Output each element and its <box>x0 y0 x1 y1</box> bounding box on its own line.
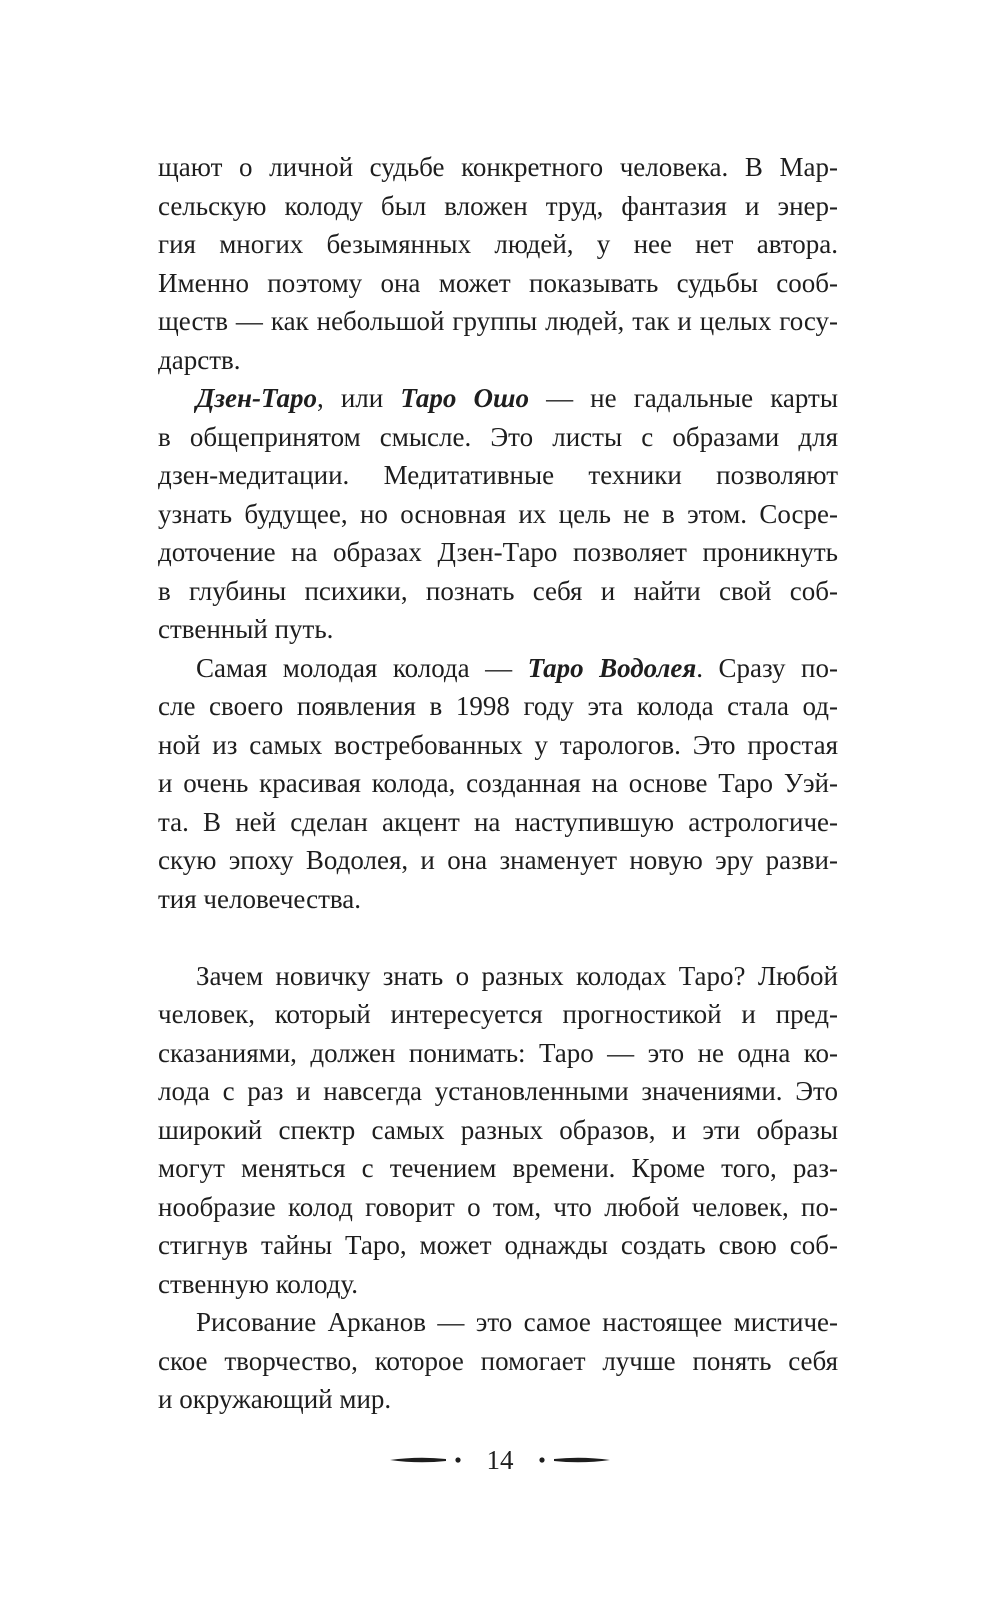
text-run: узнать будущее, но основная их цель не в этом. Сосре- <box>158 498 838 529</box>
text-run: ной из самых востребованных у тарологов. Это простая <box>158 729 838 760</box>
text-run: ственную колоду. <box>158 1268 359 1299</box>
text-line <box>158 649 838 688</box>
emphasis-text: Таро Ошо <box>400 383 529 413</box>
text-run: нообразие колод говорит о том, что любой человек, по- <box>158 1191 838 1222</box>
text-line <box>158 1111 838 1150</box>
text-run: тия человечества. <box>158 883 362 914</box>
text-line <box>158 957 838 996</box>
text-run: . Сразу по- <box>696 652 838 683</box>
text-run: и очень красивая колода, созданная на основе Таро Уэй- <box>158 768 838 798</box>
text-run: — не гадальные карты <box>528 383 838 413</box>
text-run: Зачем новичку знать о разных колодах Таро? Любой <box>196 960 838 991</box>
text-run: сле своего появления в 1998 году эта колода стала од- <box>158 691 838 721</box>
text-line <box>158 1342 838 1381</box>
emphasis-text: Таро Водолея <box>527 652 697 683</box>
text-line <box>158 880 838 919</box>
text-run: в глубины психики, познать себя и найти свой соб- <box>158 575 838 606</box>
text-line <box>158 841 838 880</box>
text-run: щают о личной судьбе конкретного человека. В Мар- <box>158 152 838 182</box>
text-run: могут меняться с течением времени. Кроме того, раз- <box>158 1153 838 1183</box>
text-run: та. В ней сделан акцент на наступившую астрологиче- <box>158 806 838 837</box>
text-line <box>158 1380 838 1419</box>
text-run: ществ — как небольшой группы людей, так и целых госу- <box>158 306 838 336</box>
paragraph-3 <box>158 649 838 919</box>
text-line <box>158 726 838 765</box>
text-line <box>158 995 838 1034</box>
text-run: , или <box>316 383 401 413</box>
text-run: ское творчество, которое помогает лучше понять себя <box>158 1345 838 1376</box>
text-line <box>158 148 838 187</box>
text-run: в общепринятом смысле. Это листы с образами для <box>158 421 838 452</box>
paragraph-1 <box>158 148 838 379</box>
paragraph-4 <box>158 957 838 1304</box>
text-run: гия многих безымянных людей, у нее нет автора. <box>158 229 838 259</box>
text-run: лода с раз и навсегда установленными значениями. Это <box>158 1076 838 1106</box>
text-line <box>158 1226 838 1265</box>
text-line <box>158 610 838 649</box>
text-line <box>158 572 838 611</box>
page-body <box>158 148 838 1419</box>
text-run: дзен-медитации. Медитативные техники позволяют <box>158 460 838 490</box>
page-footer <box>0 1440 1000 1480</box>
text-line <box>158 687 838 726</box>
text-run: скую эпоху Водолея, и она знаменует новую эру разви- <box>158 845 838 875</box>
text-line <box>158 456 838 495</box>
text-line <box>158 495 838 534</box>
text-line <box>158 533 838 572</box>
text-line <box>158 225 838 264</box>
text-line <box>158 1034 838 1073</box>
text-line <box>158 1149 838 1188</box>
text-line <box>158 1303 838 1342</box>
text-run: Самая молодая колода — <box>196 652 528 683</box>
text-line <box>158 187 838 226</box>
text-run: сельскую колоду был вложен труд, фантазия и энер- <box>158 190 838 221</box>
text-line <box>158 341 838 380</box>
text-line <box>158 302 838 341</box>
text-run: стигнув тайны Таро, может однажды создать свою соб- <box>158 1230 838 1260</box>
text-run: сказаниями, должен понимать: Таро — это не одна ко- <box>158 1037 838 1068</box>
text-line <box>158 379 838 418</box>
page-number: 14 <box>486 1445 514 1475</box>
text-line <box>158 1072 838 1111</box>
text-line <box>158 1188 838 1227</box>
paragraph-2 <box>158 379 838 649</box>
text-run: Именно поэтому она может показывать судьбы сооб- <box>158 267 838 298</box>
text-run: Рисование Арканов — это самое настоящее мистиче- <box>196 1307 838 1337</box>
text-line <box>158 418 838 457</box>
text-line <box>158 764 838 803</box>
text-run: широкий спектр самых разных образов, и эти образы <box>158 1114 838 1145</box>
text-run: доточение на образах Дзен-Таро позволяет проникнуть <box>158 537 838 567</box>
text-run: ственный путь. <box>158 614 334 644</box>
text-run: человек, который интересуется прогностикой и пред- <box>158 999 838 1029</box>
text-line <box>158 264 838 303</box>
text-line <box>158 803 838 842</box>
paragraph-5 <box>158 1303 838 1419</box>
left-ornament-icon <box>388 1440 468 1480</box>
text-line <box>158 1265 838 1304</box>
right-ornament-icon <box>532 1440 612 1480</box>
text-run: и окружающий мир. <box>158 1384 392 1414</box>
text-run: дарств. <box>158 344 241 375</box>
emphasis-text: Дзен-Таро <box>196 383 317 413</box>
